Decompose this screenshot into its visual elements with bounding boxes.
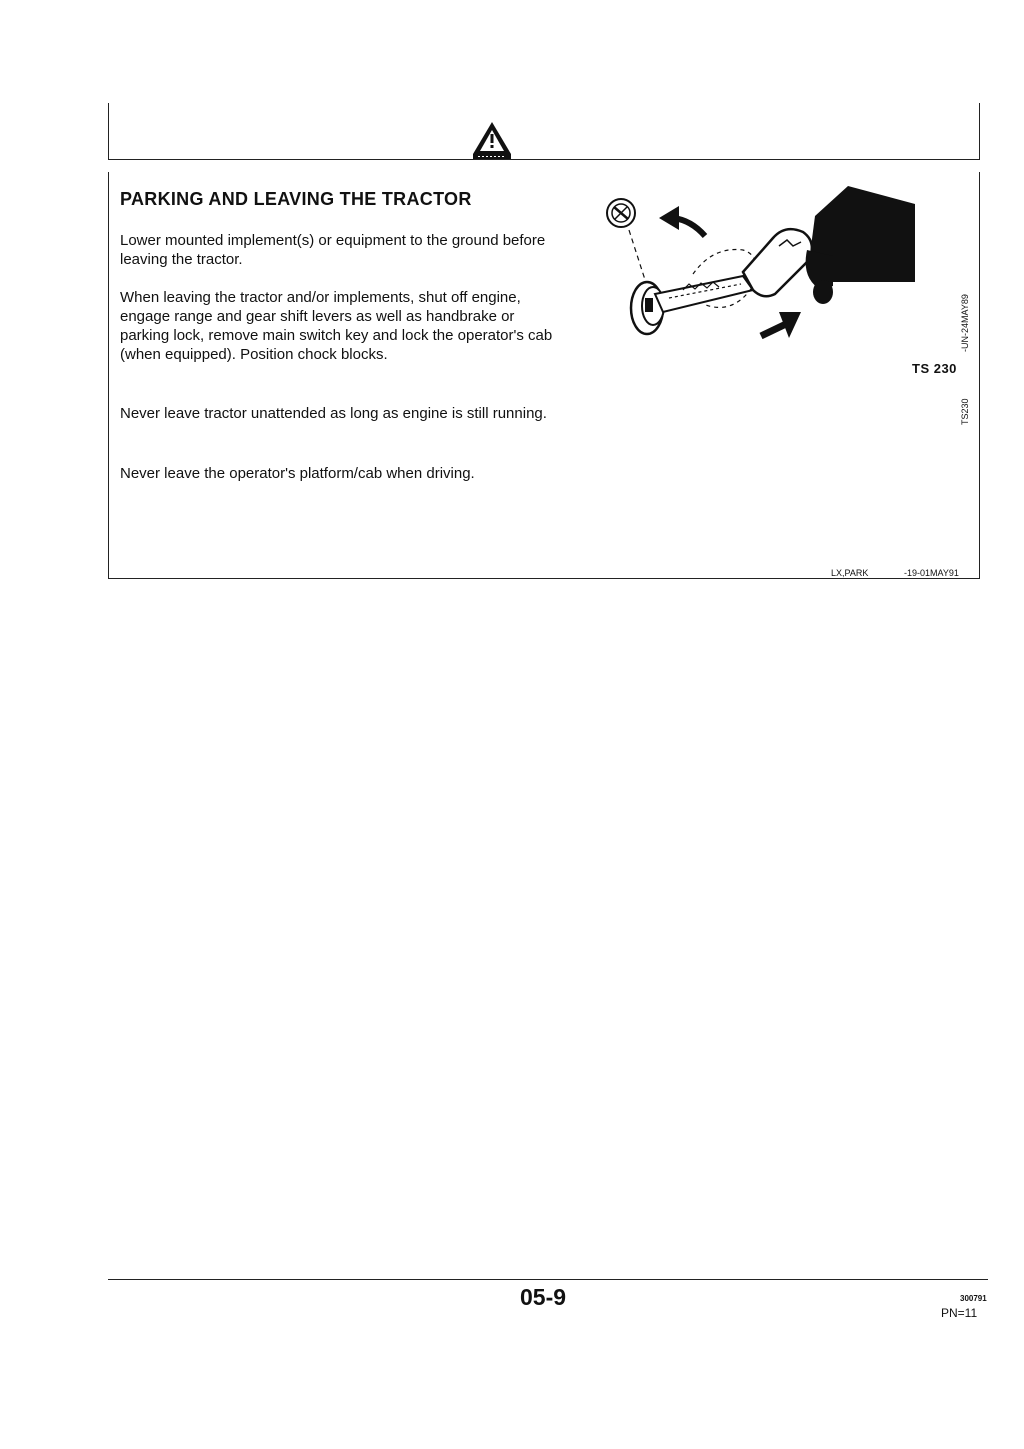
section-footer-code: LX,PARK <box>831 568 869 578</box>
section-title: PARKING AND LEAVING THE TRACTOR <box>120 189 472 209</box>
safety-alert-icon <box>470 120 514 160</box>
page-pn: PN=11 <box>941 1306 978 1320</box>
section-footer-date: -19-01MAY91 <box>904 568 959 578</box>
side-code-date: -UN-24MAY89 <box>960 294 970 352</box>
paragraph-when-driving: Never leave the operator's platform/cab when driving. <box>120 465 475 482</box>
doc-code: 300791 <box>960 1294 987 1303</box>
paragraph-leaving-tractor: When leaving the tractor and/or implements, shut off engine, engage range and gear shift levers as well as handbrake or parking lock, remove main switch key and lock the operator's cab (when equipped). Position chock blocks. <box>120 289 553 363</box>
key-removal-illustration <box>603 186 925 358</box>
side-code-figure: TS230 <box>960 398 970 425</box>
paragraph-lower-implements: Lower mounted implement(s) or equipment to the ground before leaving the tractor. <box>120 232 546 268</box>
top-frame <box>108 103 980 160</box>
page-number: 05-9 <box>520 1284 567 1310</box>
figure-label: TS 230 <box>912 361 957 376</box>
page-footer-rule <box>108 1279 988 1280</box>
paragraph-engine-running: Never leave tractor unattended as long as engine is still running. <box>120 405 547 422</box>
